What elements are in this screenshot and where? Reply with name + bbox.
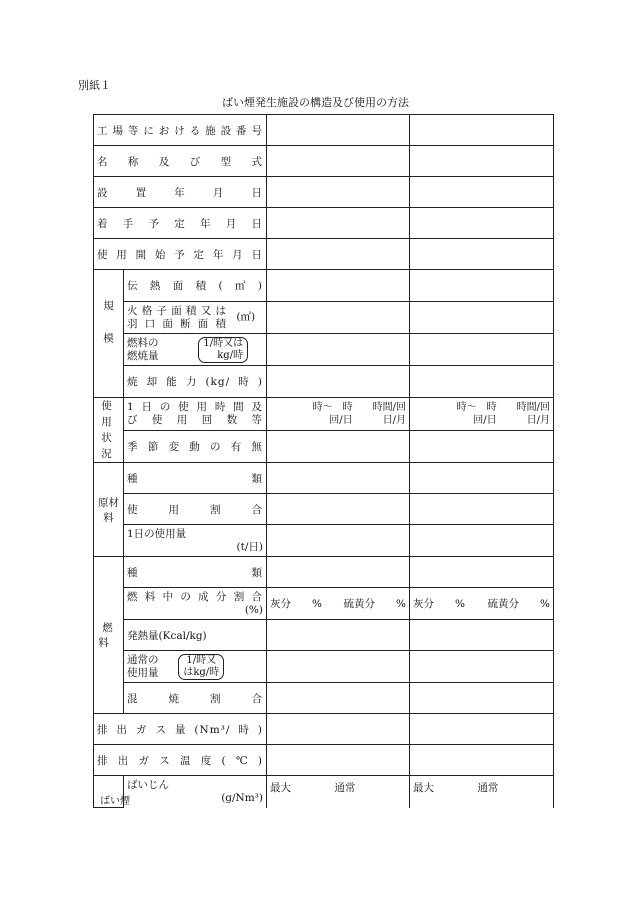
start-date-cell-2[interactable] bbox=[410, 208, 554, 239]
mix-ratio-cell-2[interactable] bbox=[410, 683, 554, 714]
mix-ratio-label: 混焼割合 bbox=[124, 683, 267, 714]
smoke-group-label bbox=[94, 776, 130, 808]
raw-daily-line-1: 1日の使用量 bbox=[127, 527, 187, 540]
raw-group-label: 原材料 bbox=[94, 463, 124, 557]
heat-area-cell-1[interactable] bbox=[267, 270, 410, 302]
gas-temp-label: 排出ガス温度(℃) bbox=[94, 745, 267, 776]
table-row bbox=[94, 115, 554, 146]
daily-use-line-2: び使用回数等 bbox=[127, 413, 263, 426]
table-row bbox=[94, 683, 554, 714]
heat-area-label: 伝熱面積(㎡) bbox=[124, 270, 267, 302]
table-row bbox=[94, 745, 554, 776]
sulfur-value-1: 硫黄分 % bbox=[343, 598, 406, 610]
table-row bbox=[94, 208, 554, 239]
fuel-composition-line-1: 燃料中の成分割合 bbox=[127, 590, 263, 603]
raw-daily-line-2: (t/日) bbox=[236, 540, 263, 553]
table-row bbox=[94, 398, 554, 431]
table-row bbox=[94, 463, 554, 494]
facility-form-table bbox=[93, 114, 554, 808]
use-start-date-label: 使用開始予定年月日 bbox=[94, 239, 267, 270]
scale-group-text: 規模 bbox=[102, 299, 114, 365]
dust-max-1: 最大 bbox=[270, 782, 291, 794]
document-title: ばい煙発生施設の構造及び使用の方法 bbox=[222, 96, 409, 109]
seasonal-cell-1[interactable] bbox=[267, 430, 410, 463]
dust-label bbox=[124, 776, 267, 808]
heat-value-cell-1[interactable] bbox=[267, 620, 410, 651]
table-row bbox=[94, 270, 554, 302]
gas-temp-cell-2[interactable] bbox=[410, 745, 554, 776]
grate-area-cell-1[interactable] bbox=[267, 302, 410, 334]
heat-area-cell-2[interactable] bbox=[410, 270, 554, 302]
incineration-cell-1[interactable] bbox=[267, 366, 410, 398]
gas-volume-cell-2[interactable] bbox=[410, 714, 554, 745]
raw-ratio-cell-2[interactable] bbox=[410, 494, 554, 525]
table-row bbox=[94, 714, 554, 745]
table-row bbox=[94, 525, 554, 557]
raw-ratio-cell-1[interactable] bbox=[267, 494, 410, 525]
fuel-composition-label bbox=[124, 588, 267, 620]
raw-daily-cell-2[interactable] bbox=[410, 525, 554, 557]
usage-group-label bbox=[94, 398, 124, 463]
facility-number-cell-2[interactable] bbox=[410, 115, 554, 146]
table-row bbox=[94, 302, 554, 334]
fuel-kind-cell-2[interactable] bbox=[410, 557, 554, 588]
fuel-group-label bbox=[94, 557, 124, 714]
install-date-label: 設置年月日 bbox=[94, 177, 267, 208]
gas-temp-cell-1[interactable] bbox=[267, 745, 410, 776]
daily-use-value-1a: 時～ 時 時間/回 bbox=[312, 401, 406, 413]
fuel-burn-unit-1: 1/時又は bbox=[203, 337, 244, 349]
usage-group-line-1: 使用 bbox=[101, 400, 122, 428]
gas-volume-label: 排出ガス量(Nm³/時) bbox=[94, 714, 267, 745]
seasonal-cell-2[interactable] bbox=[410, 430, 554, 463]
table-row bbox=[94, 494, 554, 525]
fuel-composition-line-2: (%) bbox=[244, 603, 263, 616]
fuel-burn-cell-1[interactable] bbox=[267, 334, 410, 366]
dust-cell-2[interactable] bbox=[410, 776, 554, 808]
sulfur-value-2: 硫黄分 % bbox=[487, 598, 550, 610]
smoke-group-text: ばい煙 bbox=[100, 796, 130, 807]
grate-area-label bbox=[124, 302, 267, 334]
seasonal-label: 季節変動の有無 bbox=[124, 430, 267, 463]
fuel-burn-unit-bracket bbox=[198, 337, 248, 363]
name-model-cell-2[interactable] bbox=[410, 146, 554, 177]
fuel-group-text: 燃料 bbox=[98, 622, 123, 649]
grate-area-line-2: 羽口面断面積 bbox=[127, 317, 227, 330]
dust-max-2: 最大 bbox=[413, 782, 434, 794]
raw-daily-cell-1[interactable] bbox=[267, 525, 410, 557]
heat-value-cell-2[interactable] bbox=[410, 620, 554, 651]
ash-value-1: 灰分 % bbox=[270, 598, 322, 610]
annex-label: 別紙１ bbox=[78, 79, 111, 92]
fuel-composition-cell-1[interactable] bbox=[267, 588, 410, 620]
daily-use-line-1: 1日の使用時間及 bbox=[127, 400, 263, 413]
table-row bbox=[94, 146, 554, 177]
heat-value-label: 発熱量(Kcal/kg) bbox=[124, 620, 267, 651]
usual-use-cell-1[interactable] bbox=[267, 651, 410, 683]
fuel-burn-label bbox=[124, 334, 267, 366]
fuel-burn-line-1: 燃料の bbox=[127, 336, 159, 349]
table-row bbox=[94, 588, 554, 620]
usual-use-cell-2[interactable] bbox=[410, 651, 554, 683]
ash-value-2: 灰分 % bbox=[413, 598, 465, 610]
table-row bbox=[94, 651, 554, 683]
mix-ratio-cell-1[interactable] bbox=[267, 683, 410, 714]
daily-use-cell-2[interactable] bbox=[410, 398, 554, 431]
raw-kind-cell-2[interactable] bbox=[410, 463, 554, 494]
usual-use-label bbox=[124, 651, 267, 683]
install-date-cell-2[interactable] bbox=[410, 177, 554, 208]
daily-use-value-2a: 時～ 時 時間/回 bbox=[456, 401, 550, 413]
usage-group-line-2: 状況 bbox=[101, 432, 122, 460]
gas-volume-cell-1[interactable] bbox=[267, 714, 410, 745]
table-row bbox=[94, 177, 554, 208]
daily-use-label bbox=[124, 398, 267, 431]
scale-group-label bbox=[94, 270, 124, 398]
facility-number-label: 工場等における施設番号 bbox=[94, 115, 267, 146]
incineration-label: 焼却能力(kg/時) bbox=[124, 366, 267, 398]
raw-ratio-label: 使用割合 bbox=[124, 494, 267, 525]
name-model-cell-1[interactable] bbox=[267, 146, 410, 177]
table-row bbox=[94, 366, 554, 398]
facility-number-cell-1[interactable] bbox=[267, 115, 410, 146]
fuel-burn-unit-2: kg/時 bbox=[217, 349, 244, 361]
raw-kind-label: 種類 bbox=[124, 463, 267, 494]
dust-normal-2: 通常 bbox=[477, 782, 499, 794]
usual-use-unit-1: 1/時又 bbox=[186, 654, 217, 666]
dust-line-2: (g/Nm³) bbox=[221, 791, 263, 804]
start-date-cell-1[interactable] bbox=[267, 208, 410, 239]
table-row bbox=[94, 620, 554, 651]
table-row bbox=[94, 430, 554, 463]
fuel-kind-cell-1[interactable] bbox=[267, 557, 410, 588]
usual-use-unit-bracket bbox=[178, 654, 224, 680]
start-date-label: 着手予定年月日 bbox=[94, 208, 267, 239]
use-start-date-cell-2[interactable] bbox=[410, 239, 554, 270]
table-row bbox=[94, 334, 554, 366]
use-start-date-cell-1[interactable] bbox=[267, 239, 410, 270]
table-row bbox=[94, 239, 554, 270]
daily-use-value-2b: 回/日 日/月 bbox=[473, 414, 550, 426]
dust-line-1: ばいじん bbox=[127, 778, 169, 791]
dust-cell-1[interactable] bbox=[267, 776, 410, 808]
fuel-kind-label: 種類 bbox=[124, 557, 267, 588]
grate-area-line-1: 火格子面積又は bbox=[127, 304, 227, 317]
raw-daily-label bbox=[124, 525, 267, 557]
dust-normal-1: 通常 bbox=[334, 782, 356, 794]
fuel-burn-cell-2[interactable] bbox=[410, 334, 554, 366]
name-model-label: 名称及び型式 bbox=[94, 146, 267, 177]
daily-use-value-1b: 回/日 日/月 bbox=[329, 414, 406, 426]
grate-area-unit: (㎡) bbox=[236, 311, 256, 323]
fuel-burn-line-2: 燃焼量 bbox=[127, 349, 159, 362]
usual-use-line-1: 通常の bbox=[127, 653, 159, 666]
raw-kind-cell-1[interactable] bbox=[267, 463, 410, 494]
usual-use-line-2: 使用量 bbox=[127, 666, 159, 679]
usual-use-unit-2: はkg/時 bbox=[183, 666, 220, 678]
daily-use-cell-1[interactable] bbox=[267, 398, 410, 431]
incineration-cell-2[interactable] bbox=[410, 366, 554, 398]
fuel-composition-cell-2[interactable] bbox=[410, 588, 554, 620]
install-date-cell-1[interactable] bbox=[267, 177, 410, 208]
table-row bbox=[94, 776, 554, 808]
grate-area-cell-2[interactable] bbox=[410, 302, 554, 334]
table-row bbox=[94, 557, 554, 588]
